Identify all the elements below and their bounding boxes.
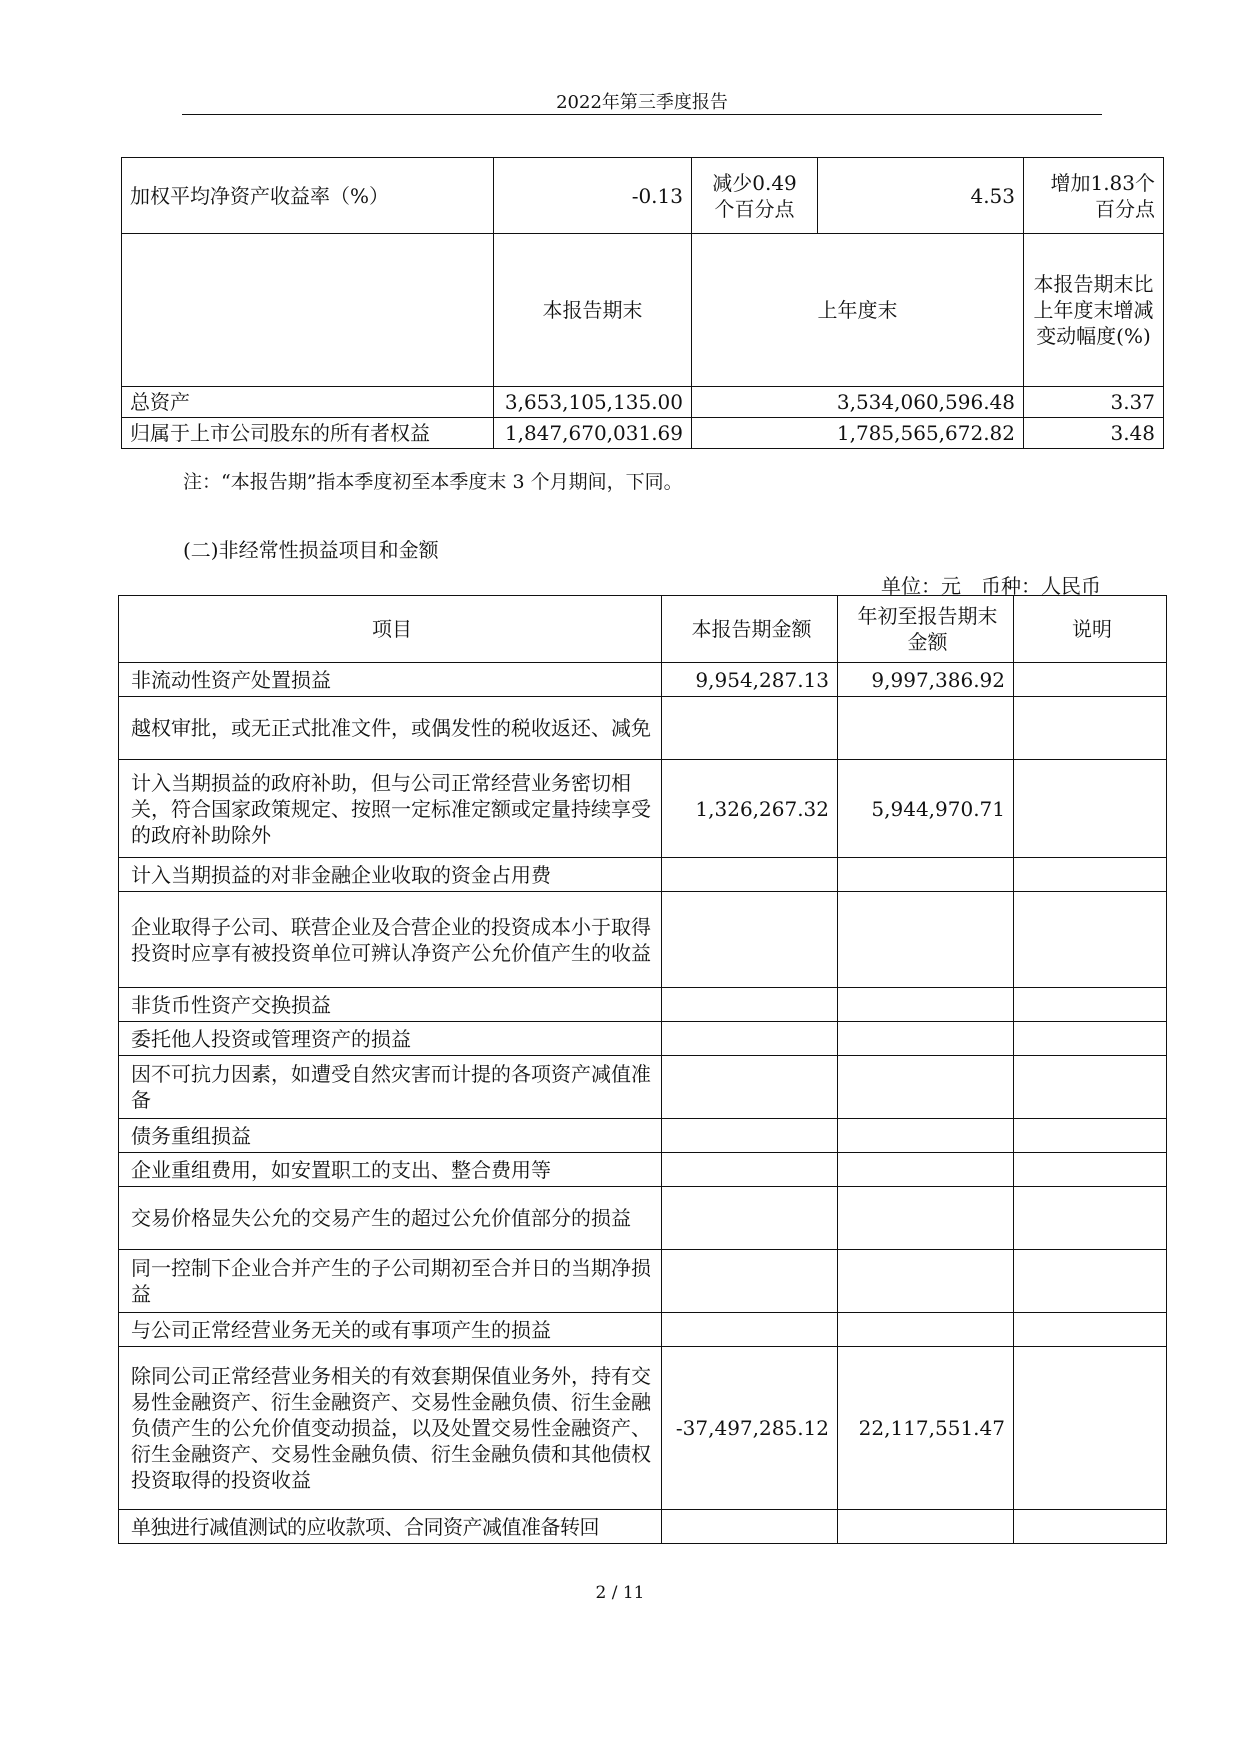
note-cell [1014, 858, 1167, 892]
note-cell [1014, 663, 1167, 697]
table1-header-row [122, 234, 1164, 387]
current-cell [662, 1313, 838, 1347]
table1-header-blank [122, 234, 494, 387]
section-title: (二)非经常性损益项目和金额 [183, 538, 439, 562]
current-cell: 1,326,267.32 [662, 760, 838, 858]
item-cell: 计入当期损益的政府补助，但与公司正常经营业务密切相关，符合国家政策规定、按照一定标准定额或定量持续享受的政府补助除外 [119, 760, 662, 858]
roe-current-change: 减少0.49个百分点 [692, 158, 818, 234]
note-cell [1014, 697, 1167, 760]
note-cell [1014, 1250, 1167, 1313]
ytd-cell [838, 1187, 1014, 1250]
note-cell [1014, 988, 1167, 1022]
roe-current: -0.13 [494, 158, 692, 234]
ytd-cell [838, 1119, 1014, 1153]
current-cell [662, 1153, 838, 1187]
ytd-cell: 22,117,551.47 [838, 1347, 1014, 1510]
current-cell: -37,497,285.12 [662, 1347, 838, 1510]
ytd-cell [838, 1022, 1014, 1056]
item-cell: 计入当期损益的对非金融企业收取的资金占用费 [119, 858, 662, 892]
ytd-cell: 5,944,970.71 [838, 760, 1014, 858]
table-row [119, 988, 1167, 1022]
current-cell [662, 858, 838, 892]
table-row [122, 387, 1164, 418]
ytd-cell [838, 1056, 1014, 1119]
item-cell: 企业重组费用，如安置职工的支出、整合费用等 [119, 1153, 662, 1187]
row-period-end: 1,847,670,031.69 [494, 418, 692, 449]
ytd-cell [838, 1250, 1014, 1313]
page-number: 2 / 11 [595, 1583, 645, 1603]
item-cell: 同一控制下企业合并产生的子公司期初至合并日的当期净损益 [119, 1250, 662, 1313]
note-cell [1014, 1187, 1167, 1250]
note-cell [1014, 1313, 1167, 1347]
table-row [119, 697, 1167, 760]
item-cell: 因不可抗力因素，如遭受自然灾害而计提的各项资产减值准备 [119, 1056, 662, 1119]
table-row [119, 1119, 1167, 1153]
note-cell [1014, 1022, 1167, 1056]
roe-ytd: 4.53 [818, 158, 1024, 234]
ytd-cell [838, 892, 1014, 988]
header-divider [182, 114, 1102, 115]
row-label: 总资产 [122, 387, 494, 418]
table-row [119, 1250, 1167, 1313]
ytd-cell [838, 1510, 1014, 1544]
note-cell [1014, 1153, 1167, 1187]
roe-label: 加权平均净资产收益率（%） [122, 158, 494, 234]
header-note: 说明 [1014, 596, 1167, 663]
ytd-cell [838, 697, 1014, 760]
table-row [122, 418, 1164, 449]
item-cell: 除同公司正常经营业务相关的有效套期保值业务外，持有交易性金融资产、衍生金融资产、交易性金融负债、衍生金融负债产生的公允价值变动损益，以及处置交易性金融资产、衍生金融资产、交易性金融负债、衍生金融负债和其他债权投资取得的投资收益 [119, 1347, 662, 1510]
current-cell [662, 1022, 838, 1056]
table-row [119, 1313, 1167, 1347]
current-cell [662, 1056, 838, 1119]
current-cell [662, 1250, 838, 1313]
header-period-end: 本报告期末 [494, 234, 692, 387]
item-cell: 委托他人投资或管理资产的损益 [119, 1022, 662, 1056]
unit-label: 单位：元 [881, 574, 961, 598]
table-row [119, 892, 1167, 988]
header-current: 本报告期金额 [662, 596, 838, 663]
table-note: 注：“本报告期”指本季度初至本季度末 3 个月期间，下同。 [183, 471, 683, 493]
ytd-cell [838, 988, 1014, 1022]
row-change: 3.37 [1024, 387, 1164, 418]
note-cell [1014, 1119, 1167, 1153]
header-change-pct: 本报告期末比上年度末增减变动幅度(%) [1024, 234, 1164, 387]
ytd-cell [838, 1153, 1014, 1187]
current-cell [662, 892, 838, 988]
note-cell [1014, 1347, 1167, 1510]
note-cell [1014, 760, 1167, 858]
header-last-year-end: 上年度末 [692, 234, 1024, 387]
row-label: 归属于上市公司股东的所有者权益 [122, 418, 494, 449]
page-header-title: 2022年第三季度报告 [556, 92, 728, 113]
table-row [119, 1187, 1167, 1250]
roe-ytd-change: 增加1.83个百分点 [1024, 158, 1164, 234]
current-cell [662, 1187, 838, 1250]
table-row [119, 760, 1167, 858]
item-cell: 越权审批，或无正式批准文件，或偶发性的税收返还、减免 [119, 697, 662, 760]
item-cell: 企业取得子公司、联营企业及合营企业的投资成本小于取得投资时应享有被投资单位可辨认净资产公允价值产生的收益 [119, 892, 662, 988]
table2-header-row [119, 596, 1167, 663]
item-cell: 单独进行减值测试的应收款项、合同资产减值准备转回 [119, 1510, 662, 1544]
item-cell: 与公司正常经营业务无关的或有事项产生的损益 [119, 1313, 662, 1347]
current-cell [662, 697, 838, 760]
non-recurring-items-table [118, 595, 1167, 1544]
table-row [119, 1153, 1167, 1187]
current-cell [662, 1119, 838, 1153]
note-cell [1014, 1510, 1167, 1544]
currency-label: 币种：人民币 [981, 574, 1101, 598]
item-cell: 债务重组损益 [119, 1119, 662, 1153]
table-row [119, 1022, 1167, 1056]
table-row [119, 1056, 1167, 1119]
note-cell [1014, 1056, 1167, 1119]
current-cell: 9,954,287.13 [662, 663, 838, 697]
item-cell: 非流动性资产处置损益 [119, 663, 662, 697]
header-ytd: 年初至报告期末金额 [838, 596, 1014, 663]
roe-row [122, 158, 1164, 234]
key-financial-table [121, 157, 1164, 449]
row-last-year-end: 3,534,060,596.48 [692, 387, 1024, 418]
table-row [119, 858, 1167, 892]
row-last-year-end: 1,785,565,672.82 [692, 418, 1024, 449]
header-item: 项目 [119, 596, 662, 663]
note-cell [1014, 892, 1167, 988]
row-period-end: 3,653,105,135.00 [494, 387, 692, 418]
table-row [119, 1510, 1167, 1544]
item-cell: 非货币性资产交换损益 [119, 988, 662, 1022]
current-cell [662, 1510, 838, 1544]
table-row [119, 1347, 1167, 1510]
table-row [119, 663, 1167, 697]
current-cell [662, 988, 838, 1022]
item-cell: 交易价格显失公允的交易产生的超过公允价值部分的损益 [119, 1187, 662, 1250]
ytd-cell [838, 1313, 1014, 1347]
ytd-cell [838, 858, 1014, 892]
ytd-cell: 9,997,386.92 [838, 663, 1014, 697]
row-change: 3.48 [1024, 418, 1164, 449]
